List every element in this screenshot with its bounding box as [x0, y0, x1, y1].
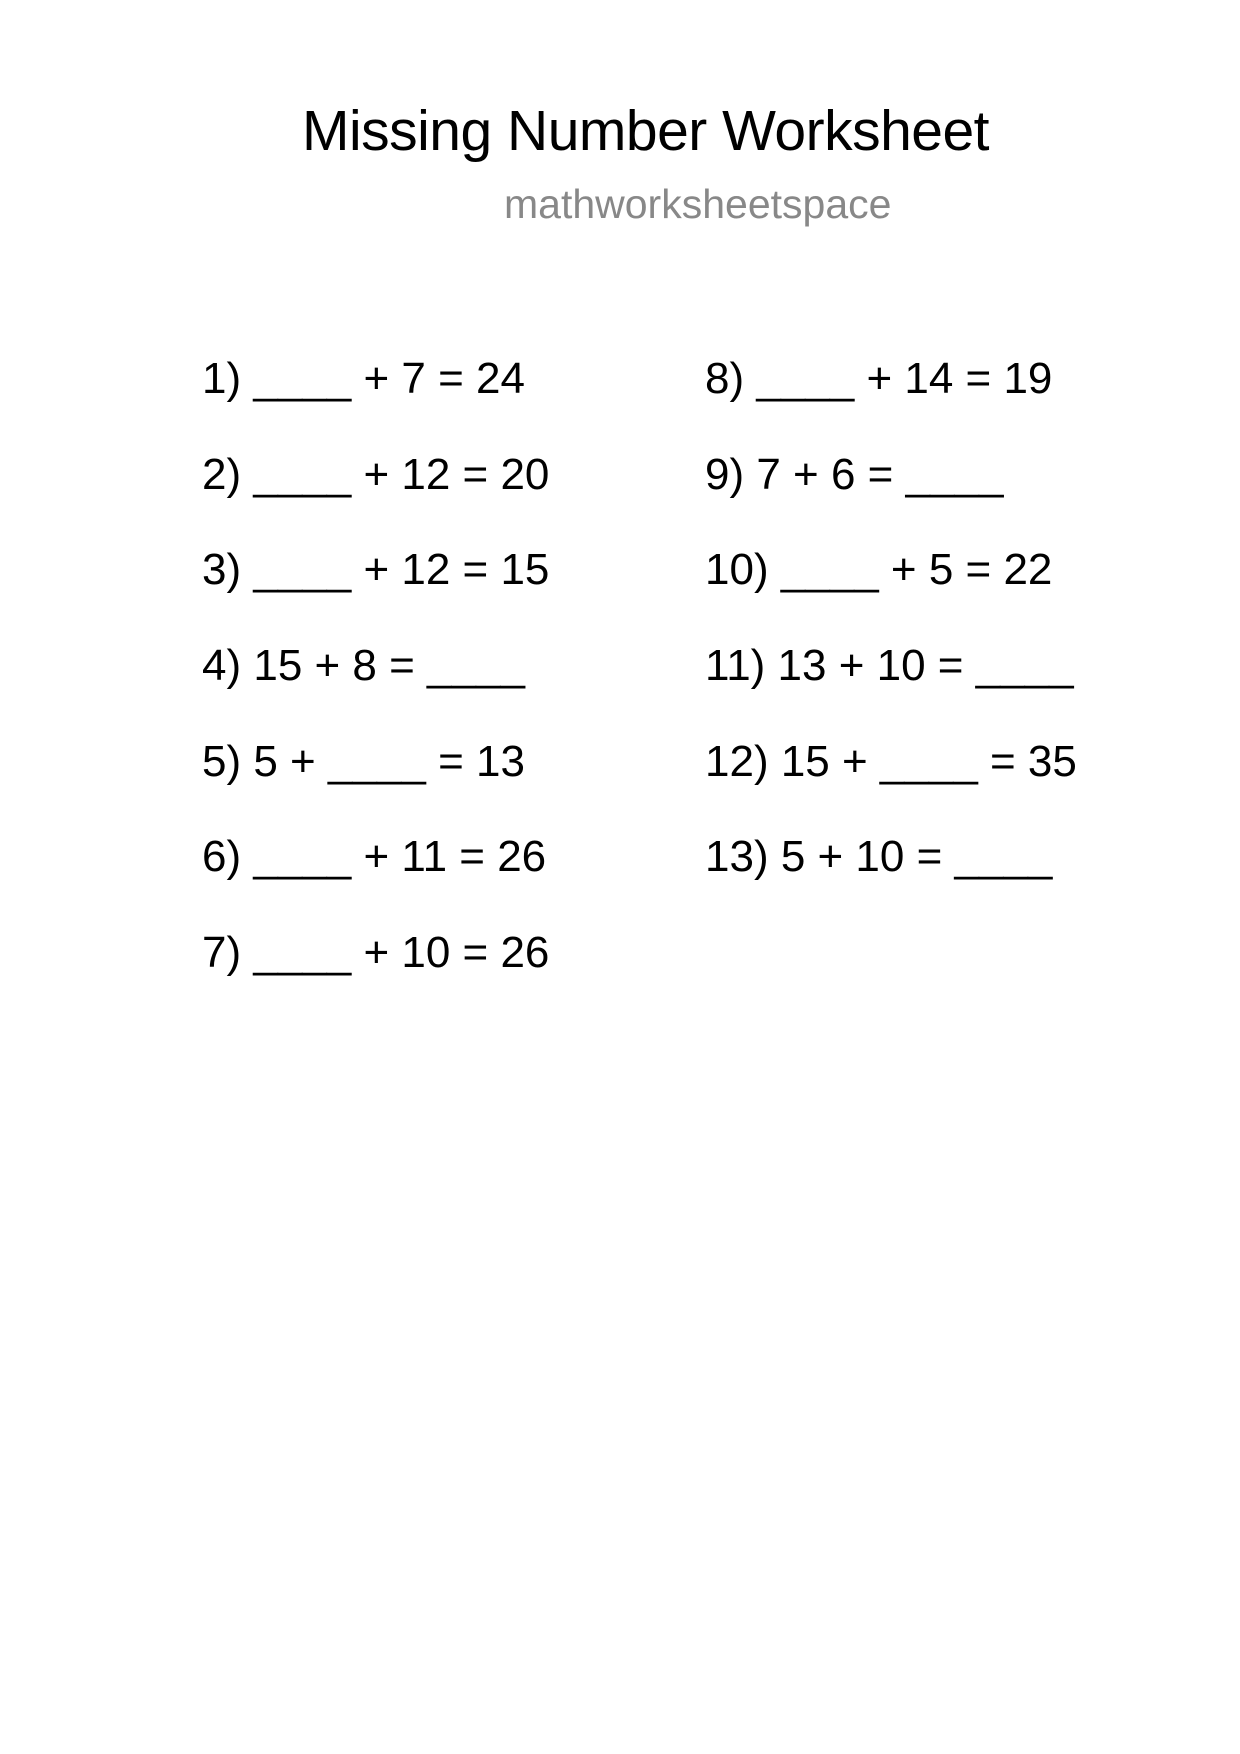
worksheet-title: Missing Number Worksheet [302, 99, 990, 163]
problem-4: 4) 15 + 8 = ____ [202, 641, 525, 691]
problem-7: 7) ____ + 10 = 26 [202, 928, 550, 978]
problem-9: 9) 7 + 6 = ____ [705, 449, 1004, 499]
problems-left-column [202, 350, 549, 1020]
worksheet-subtitle: mathworksheetspace [504, 181, 892, 227]
problem-2: 2) ____ + 12 = 20 [202, 449, 550, 499]
problem-8: 8) ____ + 14 = 19 [705, 354, 1053, 403]
problems-right-column [705, 350, 1077, 924]
problem-10: 10) ____ + 5 = 22 [705, 545, 1053, 595]
problem-3: 3) ____ + 12 = 15 [202, 545, 550, 595]
problem-1: 1) ____ + 7 = 24 [202, 354, 525, 403]
problem-11: 11) 13 + 10 = ____ [705, 641, 1074, 691]
problem-12: 12) 15 + ____ = 35 [705, 736, 1077, 786]
problem-6: 6) ____ + 11 = 26 [202, 832, 547, 882]
problem-5: 5) 5 + ____ = 13 [202, 736, 525, 786]
problem-13: 13) 5 + 10 = ____ [705, 832, 1053, 882]
